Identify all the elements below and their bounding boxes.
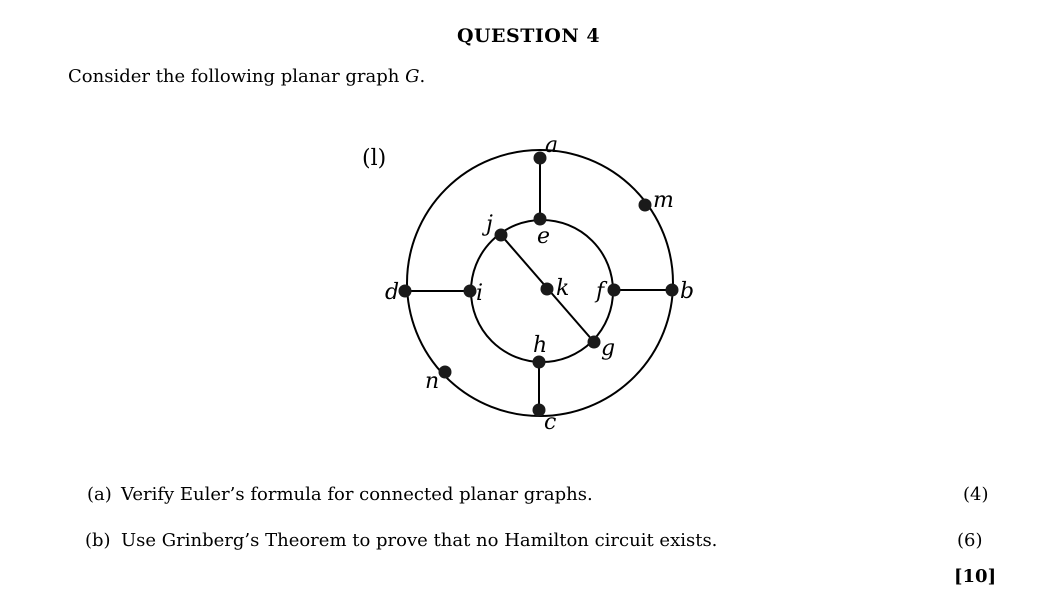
intro-text: Consider the following planar graph xyxy=(68,66,406,87)
vertex-label-m: m xyxy=(653,188,674,213)
total-marks: [10] xyxy=(954,566,997,587)
vertex-label-d: d xyxy=(385,280,400,305)
vertex-label-a: a xyxy=(545,133,559,158)
vertex-label-g: g xyxy=(601,336,616,361)
part-b-marks: (6) xyxy=(957,530,983,551)
vertex-label-e: e xyxy=(537,224,551,249)
vertex-label-f: f xyxy=(596,279,605,304)
vertex-label-c: c xyxy=(544,410,557,435)
question-intro xyxy=(68,66,425,87)
vertex-label-k: k xyxy=(556,276,570,301)
vertex-label-j: j xyxy=(486,212,493,237)
intro-period: . xyxy=(419,66,426,87)
vertex-label-i: i xyxy=(476,281,484,306)
vertex-d xyxy=(399,285,412,298)
vertex-g xyxy=(588,336,601,349)
planar-graph-figure xyxy=(350,125,710,435)
part-a-marks: (4) xyxy=(963,484,989,505)
vertex-label-h: h xyxy=(533,333,548,358)
vertex-label-n: n xyxy=(425,369,440,394)
part-b-letter: (b) xyxy=(85,530,111,551)
question-title: QUESTION 4 xyxy=(456,25,601,47)
figure-label: (l) xyxy=(362,146,387,171)
part-a-text: Verify Euler’s formula for connected planar graphs. xyxy=(121,484,593,505)
vertex-f xyxy=(608,284,621,297)
vertex-k xyxy=(541,283,554,296)
intro-graph-variable: G xyxy=(405,66,420,87)
part-b-text: Use Grinberg’s Theorem to prove that no Hamilton circuit exists. xyxy=(121,530,718,551)
vertex-b xyxy=(666,284,679,297)
vertex-n xyxy=(439,366,452,379)
part-a-letter: (a) xyxy=(87,484,112,505)
vertex-j xyxy=(495,229,508,242)
vertex-i xyxy=(464,285,477,298)
vertex-m xyxy=(639,199,652,212)
vertex-label-b: b xyxy=(680,279,695,304)
